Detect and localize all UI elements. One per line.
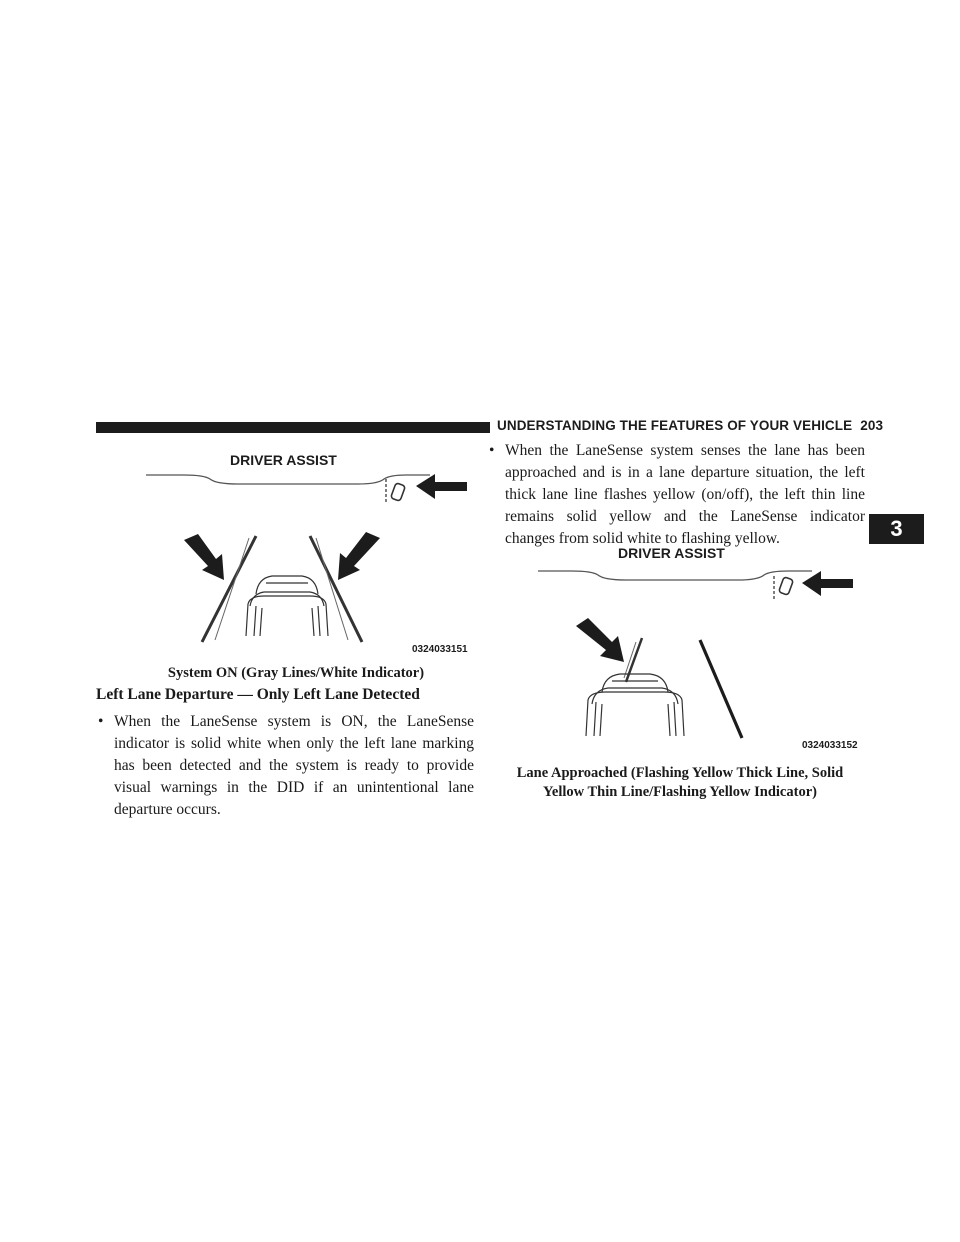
bullet-text-left: When the LaneSense system is ON, the LaneSense indicator is solid white when only the left lane marking has been detected and the system is ready to provide visual warnings in the DID if an unintentional lane departure occurs. xyxy=(114,713,474,818)
section-heading: Left Lane Departure — Only Left Lane Detected xyxy=(96,686,420,703)
right-thin-lane-line xyxy=(316,538,348,640)
lanesense-indicator-icon xyxy=(386,479,405,504)
vehicle-rear-view xyxy=(586,674,684,736)
figure2-caption xyxy=(490,764,870,802)
page-number: 203 xyxy=(860,418,884,433)
running-header xyxy=(497,418,884,433)
figure-system-on xyxy=(140,446,476,656)
left-thick-lane-line xyxy=(626,638,642,682)
figure-lane-approached-illustration xyxy=(532,538,868,754)
figure-system-on-illustration xyxy=(140,446,476,656)
fig1-code: 0324033151 xyxy=(412,644,468,655)
display-frame-line xyxy=(538,571,812,580)
fig1-display-title: DRIVER ASSIST xyxy=(230,452,337,468)
bullet-dot: • xyxy=(98,713,104,730)
bullet-text-right: When the LaneSense system senses the lane has been approached and is in a lane departure situation, the left thick lane line flashes yellow (on/off), the left thin line remains solid yellow and the LaneSense indicator changes from solid white to flashing yellow. xyxy=(505,442,865,547)
arrow-icon xyxy=(576,618,624,662)
left-thin-lane-line xyxy=(215,538,249,640)
figure-lane-approached xyxy=(532,538,868,754)
arrow-icon xyxy=(802,571,853,596)
list-item xyxy=(98,711,474,821)
figure2-caption-line1: Lane Approached (Flashing Yellow Thick Line, Solid xyxy=(516,765,844,781)
fig2-code: 0324033152 xyxy=(802,740,858,751)
chapter-tab: 3 xyxy=(869,514,924,544)
vehicle-rear-view xyxy=(246,576,328,636)
arrow-icon xyxy=(184,534,224,580)
bullet-dot: • xyxy=(489,442,495,459)
list-item xyxy=(489,440,865,550)
fig2-display-title: DRIVER ASSIST xyxy=(618,545,725,561)
header-rule xyxy=(96,422,490,433)
arrow-icon xyxy=(338,532,380,580)
figure1-caption: System ON (Gray Lines/White Indicator) xyxy=(167,665,425,681)
arrow-icon xyxy=(416,474,467,499)
lanesense-indicator-icon xyxy=(774,576,793,600)
figure2-caption-line2: Yellow Thin Line/Flashing Yellow Indicator) xyxy=(543,784,817,800)
right-thick-lane-line xyxy=(700,640,742,738)
header-title-text: UNDERSTANDING THE FEATURES OF YOUR VEHICLE xyxy=(497,418,853,433)
display-frame-line xyxy=(146,475,430,484)
